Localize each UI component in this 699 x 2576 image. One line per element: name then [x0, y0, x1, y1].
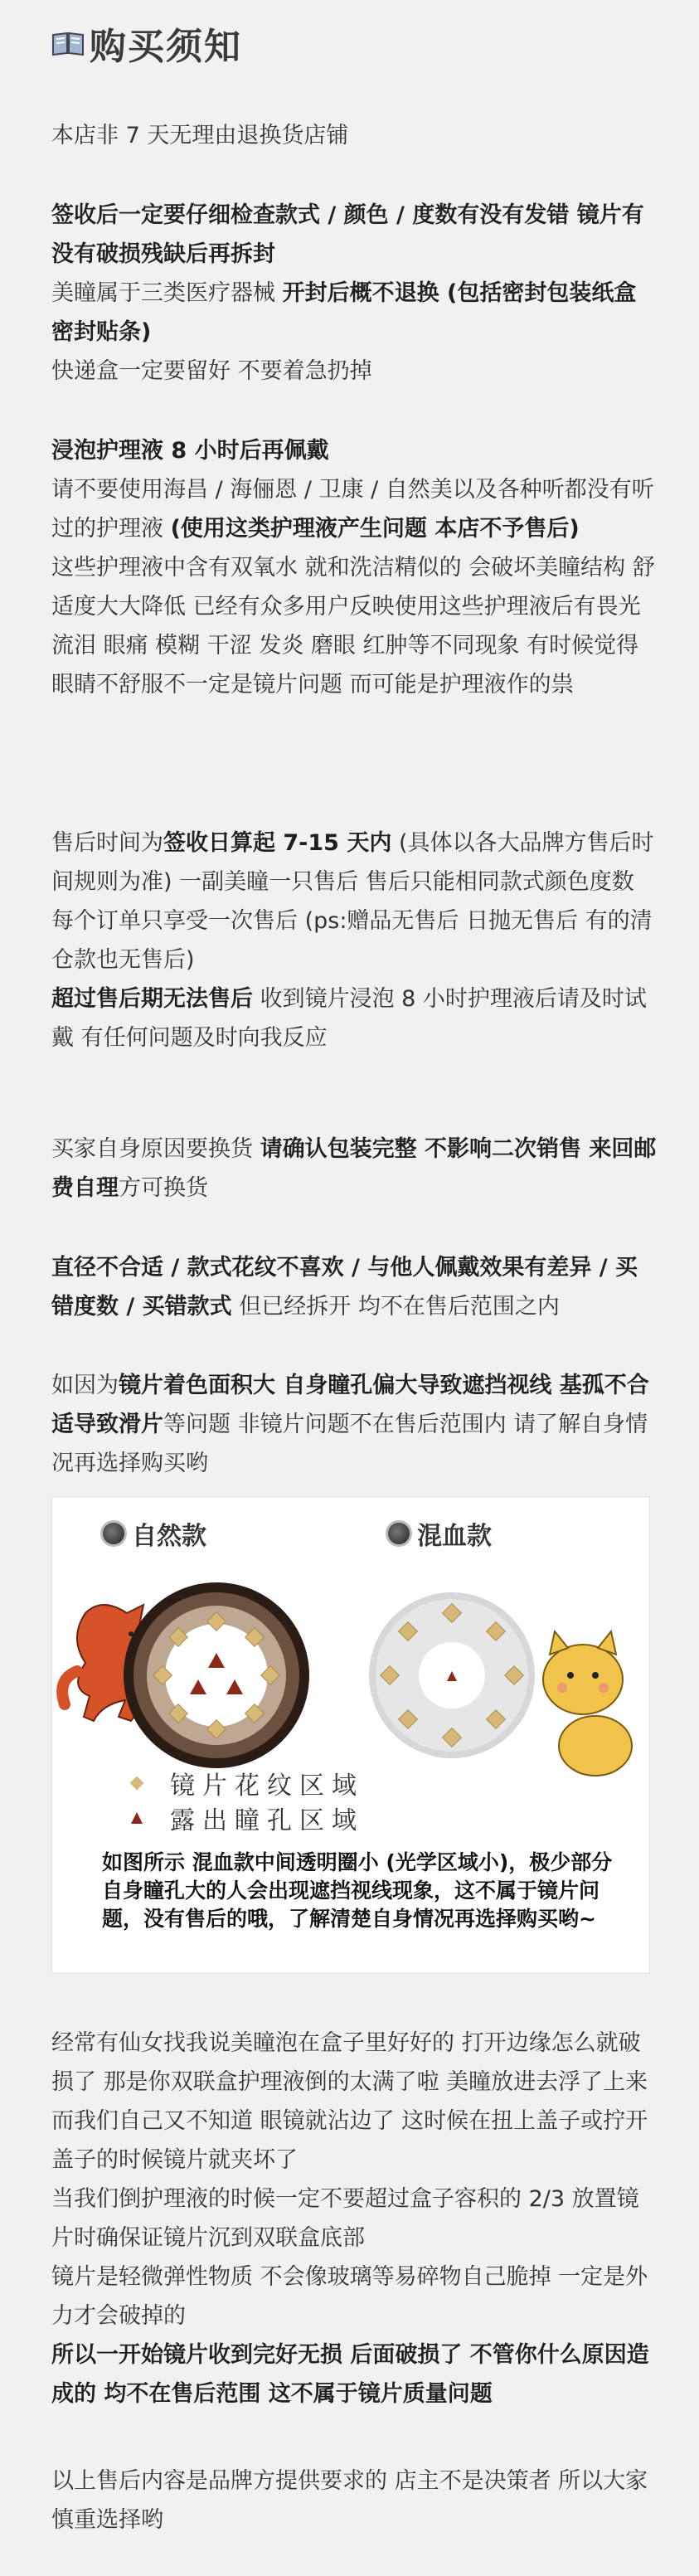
- cat-illustration: [543, 1631, 632, 1776]
- mixed-style-label: 混血款: [386, 1515, 492, 1552]
- inspection-warning: 签收后一定要仔细检查款式 / 颜色 / 度数有没有发错 镜片有没有破损残缺后再拆封: [51, 202, 644, 267]
- lens-comparison-figure: [51, 1496, 650, 1974]
- legend-pattern-area: 镜片花纹区域: [129, 1765, 364, 1801]
- triangle-icon: [129, 1810, 145, 1826]
- header: [51, 17, 242, 70]
- figure-note: 如图所示 混血款中间透明圈小 (光学区域小)，极少部分自身瞳孔大的人会出现遮挡视线现象，这不属于镜片问题，没有售后的哦，了解清楚自身情况再选择购买哟~: [102, 1850, 613, 1931]
- mixed-lens: [369, 1592, 535, 1758]
- soak-warning: 浸泡护理液 8 小时后再佩戴: [51, 438, 329, 464]
- paragraph-disclaimer: 以上售后内容是品牌方提供要求的 店主不是决策者 所以大家慎重选择哟: [51, 2468, 648, 2533]
- radio-dot-icon: [100, 1520, 127, 1547]
- paragraph-inspection: 签收后一定要仔细检查款式 / 颜色 / 度数有没有发错 镜片有没有破损残缺后再拆封 美瞳属于三类医疗器械 开封后概不退换 (包括密封包装纸盒 密封贴条) 快递盒一定要留好 不要着急扔掉: [51, 202, 644, 384]
- diamond-icon: [129, 1775, 145, 1791]
- natural-style-label: 自然款: [100, 1515, 206, 1552]
- paragraph-no-7day-return: 本店非 7 天无理由退换货店铺: [51, 123, 349, 148]
- paragraph-after-sales-time: 售后时间为签收日算起 7-15 天内 (具体以各大品牌方售后时间规则为准) 一副美瞳一只售后 售后只能相同款式颜色度数 每个订单只享受一次售后 (ps:赠品无售后 日抛无售后 有的清仓款也无售后) 超过售后期无法售后 收到镜片浸泡 8 小时护理液后请及时试戴 有任何问题及时向我反应: [51, 830, 654, 1051]
- paragraph-care-solution: 浸泡护理液 8 小时后再佩戴 请不要使用海昌 / 海俪恩 / 卫康 / 自然美以及各种听都没有听过的护理液 (使用这类护理液产生问题 本店不予售后) 这些护理液中含有双氧水 就和洗洁精似的 会破坏美瞳结构 舒适度大大降低 已经有众多用户反映使用这些护理液后有畏光 流泪 眼痛 模糊 干涩 发炎 磨眼 红肿等不同现象 有时候觉得眼睛不舒服不一定是镜片问题 而可能是护理液作的祟: [51, 438, 655, 697]
- page-title: 购买须知: [90, 26, 242, 68]
- radio-dot-icon: [386, 1520, 412, 1547]
- legend-pupil-area: 露出瞳孔区域: [129, 1800, 364, 1836]
- paragraph-lens-damage: 经常有仙女找我说美瞳泡在盒子里好好的 打开边缘怎么就破损了 那是你双联盒护理液倒的太满了啦 美瞳放进去浮了上来 而我们自己又不知道 眼镜就沾边了 这时候在扭上盖子或拧开盖子的时候镜片就夹坏了 当我们倒护理液的时候一定不要超过盒子容积的 2/3 放置镜片时确保证镜片沉到双联盒底部 镜片是轻微弹性物质 不会像玻璃等易碎物自己脆掉 一定是外力才会破掉的 所以一开始镜片收到完好无损 后面破损了 不管你什么原因造成的 均不在售后范围 这不属于镜片质量问题: [51, 2030, 649, 2407]
- paragraph-exchange: 买家自身原因要换货 请确认包装完整 不影响二次销售 来回邮费自理方可换货: [51, 1136, 657, 1201]
- natural-lens: [124, 1582, 309, 1768]
- paragraph-coloring-area: 如因为镜片着色面积大 自身瞳孔偏大导致遮挡视线 基孤不合适导致滑片等问题 非镜片问题不在售后范围内 请了解自身情况再选择购买哟: [51, 1373, 649, 1476]
- open-book-icon: [51, 30, 85, 56]
- paragraph-not-covered: 直径不合适 / 款式花纹不喜欢 / 与他人佩戴效果有差异 / 买错度数 / 买错款式 但已经拆开 均不在售后范围之内: [51, 1255, 638, 1320]
